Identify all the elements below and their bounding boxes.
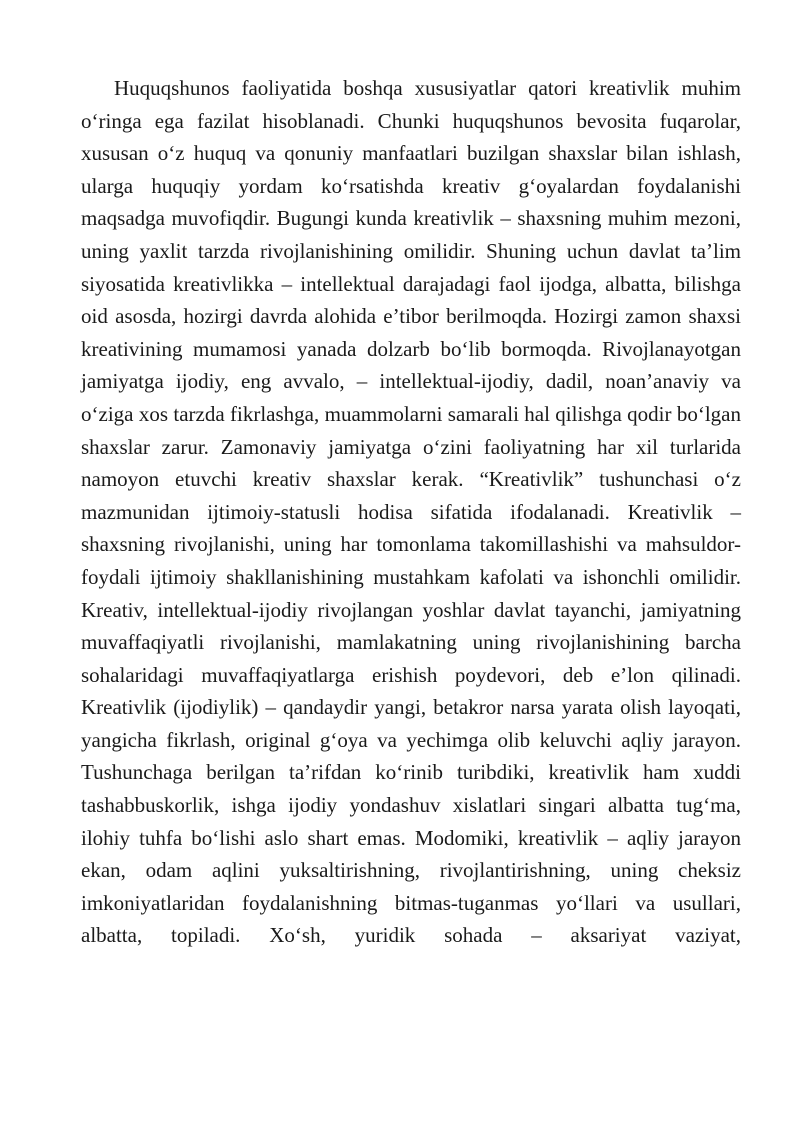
- body-paragraph: Huquqshunos faoliyatida boshqa xususiyatlar qatori kreativlik muhim o‘ringa ega fazilat hisoblanadi. Chunki huquqshunos bevosita fuqarolar, xususan o‘z huquq va qonuniy manfaatlari buzilgan shaxslar bilan ishlash, ularga huquqiy yordam ko‘rsatishda kreativ g‘oyalardan foydalanishi maqsadga muvofiqdir. Bugungi kunda kreativlik – shaxsning muhim mezoni, uning yaxlit tarzda rivojlanishining omilidir. Shuning uchun davlat ta’lim siyosatida kreativlikka – intellektual darajadagi faol ijodga, albatta, bilishga oid asosda, hozirgi davrda alohida e’tibor berilmoqda. Hozirgi zamon shaxsi kreativining mumamosi yanada dolzarb bo‘lib bormoqda. Rivojlanayotgan jamiyatga ijodiy, eng avvalo, – intellektual-ijodiy, dadil, noan’anaviy va o‘ziga xos tarzda fikrlashga, muammolarni samarali hal qilishga qodir bo‘lgan shaxslar zarur. Zamonaviy jamiyatga o‘zini faoliyatning har xil turlarida namoyon etuvchi kreativ shaxslar kerak. “Kreativlik” tushunchasi o‘z mazmunidan ijtimoiy-statusli hodisa sifatida ifodalanadi. Kreativlik – shaxsning rivojlanishi, uning har tomonlama takomillashishi va mahsuldor-foydali ijtimoiy shakllanishining mustahkam kafolati va ishonchli omilidir. Kreativ, intellektual-ijodiy rivojlangan yoshlar davlat tayanchi, jamiyatning muvaffaqiyatli rivojlanishi, mamlakatning uning rivojlanishining barcha sohalaridagi muvaffaqiyatlarga erishish poydevori, deb e’lon qilinadi. Kreativlik (ijodiylik) – qandaydir yangi, betakror narsa yarata olish layoqati, yangicha fikrlash, original g‘oya va yechimga olib keluvchi aqliy jarayon. Tushunchaga berilgan ta’rifdan ko‘rinib turibdiki, kreativlik ham xuddi tashabbuskorlik, ishga ijodiy yondashuv xislatlari singari albatta tug‘ma, ilohiy tuhfa bo‘lishi aslo shart emas. Modomiki, kreativlik – aqliy jarayon ekan, odam aqlini yuksaltirishning, rivojlantirishning, uning cheksiz imkoniyatlaridan foydalanishning bitmas-tuganmas yo‘llari va usullari, albatta, topiladi. Xo‘sh, yuridik sohada – aksariyat vaziyat,: [81, 76, 741, 948]
- body-text: [81, 72, 741, 952]
